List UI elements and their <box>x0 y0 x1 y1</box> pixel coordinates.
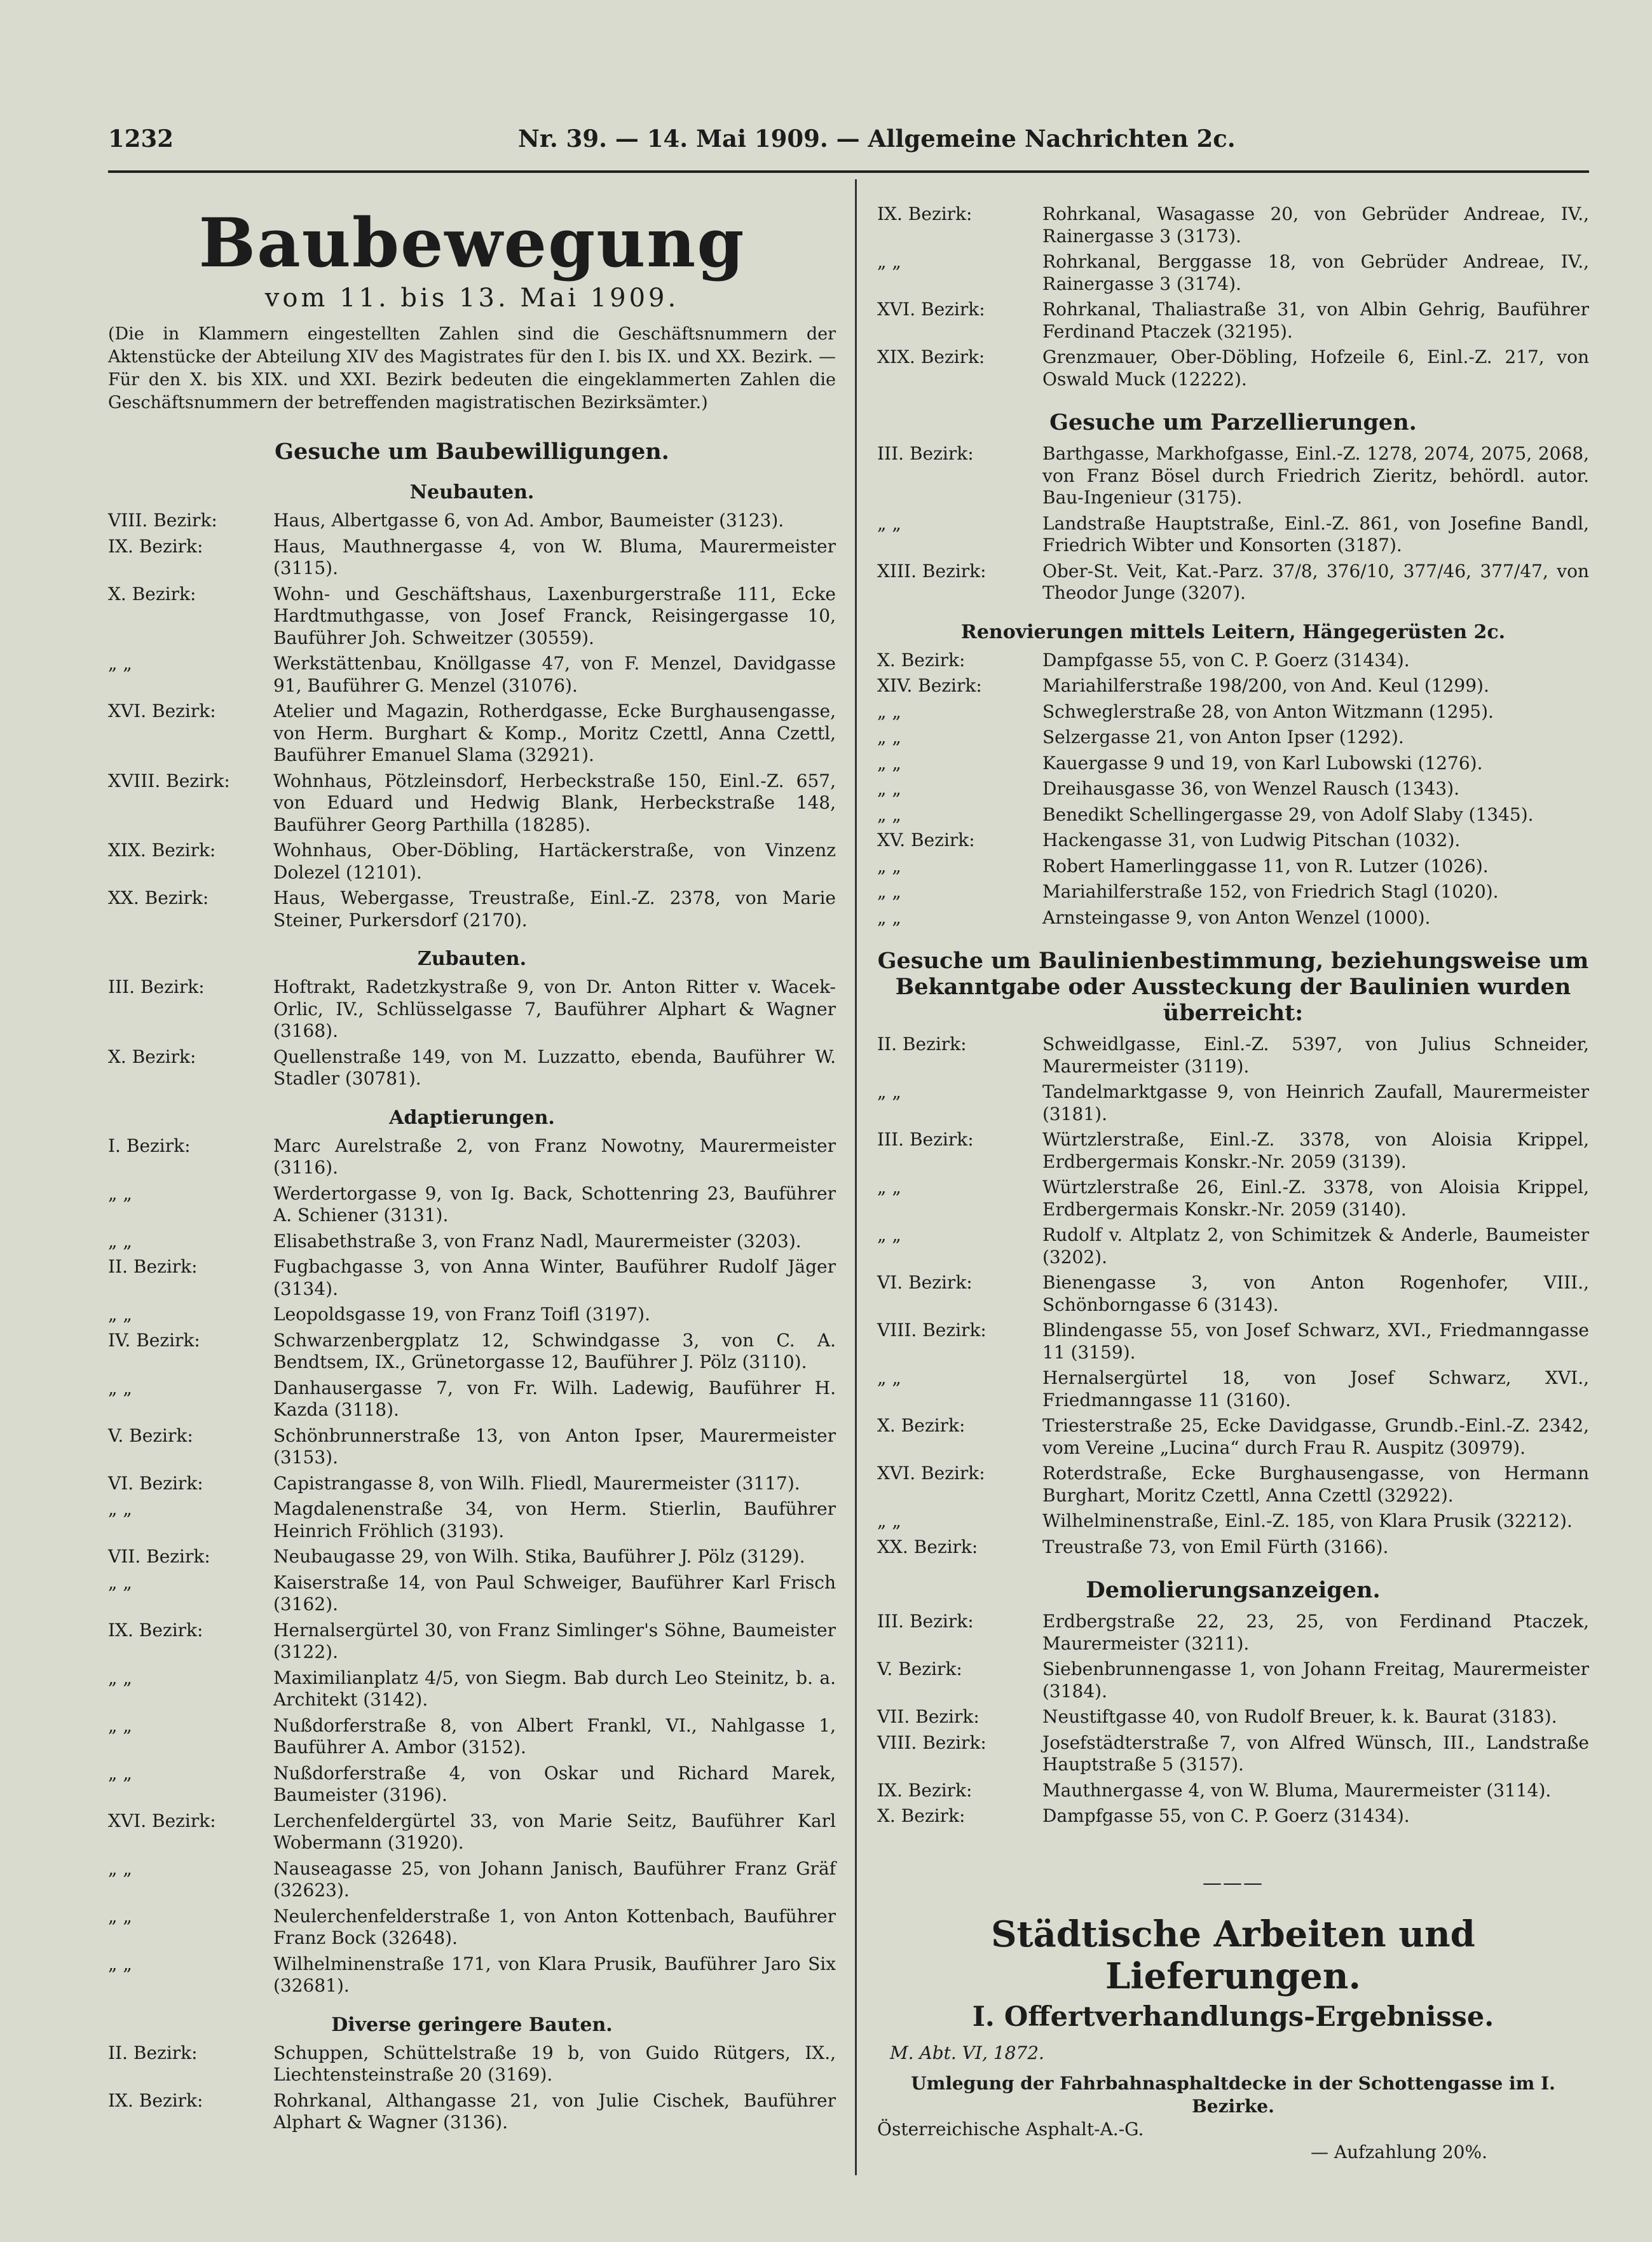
column-divider <box>855 179 857 2175</box>
list-item <box>108 887 836 931</box>
list-item <box>877 1510 1589 1533</box>
district-label: VIII. Bezirk: <box>877 1732 986 1753</box>
list-parzellierungen <box>877 443 1589 605</box>
entry-text: Nauseagasse 25, von Johann Janisch, Bauführer Franz Gräf (32623). <box>273 1857 836 1901</box>
list-item <box>877 778 1589 800</box>
list-item <box>877 1463 1589 1507</box>
offert-result: — Aufzahlung 20%. <box>1311 2141 1487 2163</box>
list-item <box>877 1081 1589 1125</box>
entry-text: Roterdstraße, Ecke Burghausengasse, von Hermann Burghart, Moritz Czettl, Anna Czettl (32922). <box>1042 1463 1589 1506</box>
list-item <box>108 1620 836 1664</box>
district-label: „ „ <box>108 1762 132 1784</box>
offert-subject: Umlegung der Fahrbahnasphaltdecke in der Schottengasse im I. Bezirke. <box>911 2072 1555 2117</box>
entry-text: Dreihausgasse 36, von Wenzel Rausch (1343). <box>1042 778 1460 799</box>
list-item <box>108 1330 836 1374</box>
district-label: VIII. Bezirk: <box>108 510 217 531</box>
entry-text: Rudolf v. Altplatz 2, von Schimitzek & Anderle, Baumeister (3202). <box>1042 1224 1589 1268</box>
district-label: „ „ <box>877 1510 901 1531</box>
page-header <box>108 125 1570 163</box>
heading-staedtische-arbeiten: Städtische Arbeiten und Lieferungen. <box>991 1913 1475 1997</box>
list-item <box>877 753 1589 775</box>
offert-reference: M. Abt. VI, 1872. <box>890 2042 1044 2063</box>
district-label: XIX. Bezirk: <box>108 840 216 861</box>
list-item <box>108 1858 836 1902</box>
list-item <box>877 443 1589 509</box>
heading-offertverhandlung: I. Offertverhandlungs-Ergebnisse. <box>972 2000 1494 2033</box>
entry-text: Nußdorferstraße 8, von Albert Frankl, VI., Nahlgasse 1, Bauführer A. Ambor (3152). <box>273 1714 836 1758</box>
district-label: „ „ <box>108 1498 132 1519</box>
district-label: IX. Bezirk: <box>877 203 973 224</box>
district-label: III. Bezirk: <box>877 1129 974 1150</box>
entry-text: Selzergasse 21, von Anton Ipser (1292). <box>1042 727 1404 748</box>
entry-text: Schönbrunnerstraße 13, von Anton Ipser, Maurermeister (3153). <box>273 1425 836 1468</box>
list-item <box>877 1224 1589 1268</box>
district-label: XVI. Bezirk: <box>108 1810 216 1831</box>
entry-text: Schuppen, Schüttelstraße 19 b, von Guido Rütgers, IX., Liechtensteinstraße 20 (3169). <box>273 2042 836 2085</box>
list-item <box>877 1129 1589 1173</box>
entry-text: Hackengasse 31, von Ludwig Pitschan (1032). <box>1042 830 1461 851</box>
header-rule <box>108 170 1589 173</box>
heading-renovierungen: Renovierungen mittels Leitern, Hängegerüsten 2c. <box>960 620 1506 643</box>
entry-text: Mauthnergasse 4, von W. Bluma, Maurermeister (3114). <box>1042 1779 1552 1801</box>
list-item <box>108 976 836 1042</box>
district-label: „ „ <box>108 1182 132 1204</box>
entry-text: Danhausergasse 7, von Fr. Wilh. Ladewig, Bauführer H. Kazda (3118). <box>273 1377 836 1420</box>
list-item <box>108 1231 836 1253</box>
entry-text: Wohn- und Geschäftshaus, Laxenburgerstraße 111, Ecke Hardtmuthgasse, von Josef Franck, Reisingergasse 10, Bauführer Joh. Schweitzer (30559). <box>273 583 836 648</box>
entry-text: Fugbachgasse 3, von Anna Winter, Bauführer Rudolf Jäger (3134). <box>273 1256 836 1299</box>
district-label: „ „ <box>877 881 901 902</box>
entry-text: Schweidlgasse, Einl.-Z. 5397, von Julius Schneider, Maurermeister (3119). <box>1042 1034 1589 1077</box>
list-item <box>877 203 1589 247</box>
district-label: „ „ <box>877 1367 901 1388</box>
entry-text: Wilhelminenstraße 171, von Klara Prusik, Bauführer Jaro Six (32681). <box>273 1953 836 1996</box>
entry-text: Kauergasse 9 und 19, von Karl Lubowski (1276). <box>1042 752 1483 774</box>
district-label: „ „ <box>108 1714 132 1736</box>
entry-text: Maximilianplatz 4/5, von Siegm. Bab durch Leo Steinitz, b. a. Architekt (3142). <box>273 1667 836 1710</box>
page-number: 1232 <box>108 125 174 153</box>
district-label: VII. Bezirk: <box>877 1706 980 1727</box>
entry-text: Haus, Mauthnergasse 4, von W. Bluma, Maurermeister (3115). <box>273 535 836 578</box>
list-item <box>877 881 1589 903</box>
list-item <box>108 1256 836 1300</box>
list-item <box>877 1706 1589 1728</box>
district-label: X. Bezirk: <box>877 649 966 671</box>
entry-text: Wilhelminenstraße, Einl.-Z. 185, von Klara Prusik (32212). <box>1042 1510 1573 1531</box>
right-column <box>877 203 1589 2164</box>
list-item <box>877 299 1589 343</box>
list-item <box>108 1377 836 1421</box>
district-label: XVI. Bezirk: <box>877 1463 985 1484</box>
entry-text: Neulerchenfelderstraße 1, von Anton Kottenbach, Bauführer Franz Bock (32648). <box>273 1905 836 1948</box>
list-item <box>877 1320 1589 1364</box>
district-label: X. Bezirk: <box>108 583 196 605</box>
list-item <box>108 1135 836 1179</box>
list-neubauten <box>108 510 836 931</box>
district-label: VIII. Bezirk: <box>877 1320 986 1341</box>
heading-adaptierungen: Adaptierungen. <box>389 1106 555 1129</box>
entry-text: Werkstättenbau, Knöllgasse 47, von F. Menzel, Davidgasse 91, Bauführer G. Menzel (31076). <box>273 653 836 696</box>
district-label: XX. Bezirk: <box>877 1536 978 1557</box>
list-item <box>877 727 1589 749</box>
district-label: IX. Bezirk: <box>877 1779 973 1801</box>
list-item <box>877 1658 1589 1702</box>
entry-text: Wohnhaus, Pötzleinsdorf, Herbeckstraße 150, Einl.-Z. 657, von Eduard und Hedwig Blank, Herbeckstraße 148, Bauführer Georg Parthilla (18285). <box>273 770 836 835</box>
district-label: VI. Bezirk: <box>108 1472 203 1494</box>
list-item <box>108 1183 836 1227</box>
list-item <box>108 536 836 580</box>
district-label: V. Bezirk: <box>108 1425 193 1446</box>
list-item <box>877 1805 1589 1828</box>
district-label: V. Bezirk: <box>877 1658 962 1679</box>
entry-text: Nußdorferstraße 4, von Oskar und Richard Marek, Baumeister (3196). <box>273 1762 836 1805</box>
list-item <box>877 1536 1589 1559</box>
district-label: VII. Bezirk: <box>108 1546 210 1567</box>
entry-text: Josefstädterstraße 7, von Alfred Wünsch, III., Landstraße Hauptstraße 5 (3157). <box>1042 1732 1589 1775</box>
district-label: IX. Bezirk: <box>108 535 203 557</box>
list-item <box>108 653 836 697</box>
list-item <box>108 701 836 767</box>
list-item <box>877 856 1589 878</box>
district-label: VI. Bezirk: <box>877 1272 973 1293</box>
entry-text: Elisabethstraße 3, von Franz Nadl, Maurermeister (3203). <box>273 1230 802 1252</box>
entry-text: Wohnhaus, Ober-Döbling, Hartäckerstraße, von Vinzenz Dolezel (12101). <box>273 840 836 883</box>
entry-text: Kaiserstraße 14, von Paul Schweiger, Bauführer Karl Frisch (3162). <box>273 1571 836 1615</box>
list-item <box>108 1763 836 1807</box>
district-label: XVI. Bezirk: <box>877 299 985 320</box>
entry-text: Rohrkanal, Thaliastraße 31, von Albin Gehrig, Bauführer Ferdinand Ptaczek (32195). <box>1042 299 1589 342</box>
district-label: „ „ <box>877 1081 901 1102</box>
entry-text: Blindengasse 55, von Josef Schwarz, XVI., Friedmanngasse 11 (3159). <box>1042 1320 1589 1363</box>
entry-text: Rohrkanal, Wasagasse 20, von Gebrüder Andreae, IV., Rainergasse 3 (3173). <box>1042 203 1589 247</box>
list-item <box>108 584 836 650</box>
list-item <box>877 1367 1589 1411</box>
entry-text: Barthgasse, Markhofgasse, Einl.-Z. 1278, 2074, 2075, 2068, von Franz Bösel durch Friedrich Zieritz, behördl. autor. Bau-Ingenieur (3175). <box>1042 443 1589 508</box>
entry-text: Lerchenfeldergürtel 33, von Marie Seitz, Bauführer Karl Wobermann (31920). <box>273 1810 836 1853</box>
district-label: X. Bezirk: <box>877 1805 966 1826</box>
list-item <box>108 2090 836 2134</box>
district-label: II. Bezirk: <box>108 1256 198 1277</box>
section-separator: ——— <box>1203 1871 1264 1894</box>
heading-neubauten: Neubauten. <box>409 481 535 503</box>
entry-text: Grenzmauer, Ober-Döbling, Hofzeile 6, Einl.-Z. 217, von Oswald Muck (12222). <box>1042 346 1589 390</box>
district-label: „ „ <box>108 1571 132 1593</box>
entry-text: Schwarzenbergplatz 12, Schwindgasse 3, von C. A. Bendtsem, IX., Grünetorgasse 12, Bauführer J. Pölz (3110). <box>273 1329 836 1372</box>
entry-text: Erdbergstraße 22, 23, 25, von Ferdinand Ptaczek, Maurermeister (3211). <box>1042 1611 1589 1654</box>
district-label: II. Bezirk: <box>108 2042 198 2063</box>
section-title: Baubewegung <box>198 203 746 282</box>
list-item <box>877 251 1589 295</box>
list-item <box>877 1177 1589 1220</box>
entry-text: Würtzlerstraße, Einl.-Z. 3378, von Aloisia Krippel, Erdbergermais Konskr.-Nr. 2059 (3139). <box>1042 1129 1589 1172</box>
list-item <box>108 840 836 884</box>
district-label: II. Bezirk: <box>877 1034 967 1055</box>
list-item <box>877 561 1589 605</box>
entry-text: Dampfgasse 55, von C. P. Goerz (31434). <box>1042 1805 1410 1826</box>
entry-text: Würtzlerstraße 26, Einl.-Z. 3378, von Aloisia Krippel, Erdbergermais Konskr.-Nr. 2059 (3140). <box>1042 1177 1589 1220</box>
entry-text: Bienengasse 3, von Anton Rogenhofer, VIII., Schönborngasse 6 (3143). <box>1042 1272 1589 1315</box>
list-item <box>877 1780 1589 1802</box>
entry-text: Rohrkanal, Berggasse 18, von Gebrüder Andreae, IV., Rainergasse 3 (3174). <box>1042 251 1589 294</box>
list-item <box>108 1473 836 1495</box>
entry-text: Haus, Webergasse, Treustraße, Einl.-Z. 2378, von Marie Steiner, Purkersdorf (2170). <box>273 887 836 931</box>
entry-text: Benedikt Schellingergasse 29, von Adolf Slaby (1345). <box>1042 803 1534 825</box>
district-label: III. Bezirk: <box>877 443 974 464</box>
list-renovierungen <box>877 650 1589 929</box>
entry-text: Hernalsergürtel 18, von Josef Schwarz, XVI., Friedmanngasse 11 (3160). <box>1042 1367 1589 1411</box>
list-zubauten <box>108 976 836 1090</box>
district-label: „ „ <box>877 512 901 534</box>
district-label: „ „ <box>108 653 132 674</box>
district-label: III. Bezirk: <box>108 976 205 997</box>
list-item <box>877 1272 1589 1316</box>
district-label: „ „ <box>108 1953 132 1974</box>
list-item <box>877 650 1589 672</box>
list-diverse-continued <box>877 203 1589 390</box>
entry-text: Schweglerstraße 28, von Anton Witzmann (1295). <box>1042 701 1494 722</box>
entry-text: Magdalenenstraße 34, von Herm. Stierlin, Bauführer Heinrich Fröhlich (3193). <box>273 1498 836 1541</box>
date-range: vom 11. bis 13. Mai 1909. <box>264 284 679 313</box>
district-label: „ „ <box>108 1230 132 1252</box>
district-label: XX. Bezirk: <box>108 887 209 908</box>
list-item <box>877 804 1589 826</box>
list-item <box>877 1611 1589 1655</box>
district-label: XIII. Bezirk: <box>877 560 986 582</box>
district-label: XIX. Bezirk: <box>877 346 985 367</box>
list-item <box>108 1498 836 1542</box>
list-item <box>108 1572 836 1616</box>
district-label: „ „ <box>108 1304 132 1325</box>
list-item <box>877 1034 1589 1077</box>
heading-baubewilligungen: Gesuche um Baubewilligungen. <box>275 439 669 465</box>
list-demolierung <box>877 1611 1589 1828</box>
list-item <box>108 1304 836 1326</box>
entry-text: Ober-St. Veit, Kat.-Parz. 37/8, 376/10, 377/46, 377/47, von Theodor Junge (3207). <box>1042 560 1589 603</box>
intro-note: (Die in Klammern eingestellten Zahlen sind die Geschäftsnummern der Aktenstücke der Abteilung XIV des Magistrates für den I. bis IX. und XX. Bezirk. — Für den X. bis XIX. und XXI. Bezirk bedeuten die eingeklammerten Zahlen die Geschäftsnummern der betreffenden magistratischen Bezirksämter.) <box>108 324 836 413</box>
district-label: X. Bezirk: <box>877 1415 966 1436</box>
district-label: III. Bezirk: <box>877 1611 974 1632</box>
district-label: „ „ <box>877 855 901 877</box>
entry-text: Arnsteingasse 9, von Anton Wenzel (1000). <box>1042 906 1431 928</box>
district-label: „ „ <box>877 906 901 928</box>
entry-text: Tandelmarktgasse 9, von Heinrich Zaufall, Maurermeister (3181). <box>1042 1081 1589 1124</box>
heading-demolierung: Demolierungsanzeigen. <box>1086 1577 1381 1603</box>
list-item <box>108 1953 836 1997</box>
list-item <box>877 1415 1589 1459</box>
list-item <box>108 510 836 532</box>
entry-text: Werdertorgasse 9, von Ig. Back, Schottenring 23, Bauführer A. Schiener (3131). <box>273 1182 836 1226</box>
list-item <box>108 1546 836 1568</box>
list-baulinien <box>877 1034 1589 1558</box>
list-item <box>108 1046 836 1090</box>
heading-zubauten: Zubauten. <box>417 948 527 970</box>
left-column <box>108 191 836 2138</box>
list-item <box>877 675 1589 697</box>
entry-text: Hernalsergürtel 30, von Franz Simlinger's Söhne, Baumeister (3122). <box>273 1619 836 1662</box>
entry-text: Treustraße 73, von Emil Fürth (3166). <box>1042 1536 1389 1557</box>
heading-parzellierungen: Gesuche um Parzellierungen. <box>1049 409 1417 435</box>
entry-text: Landstraße Hauptstraße, Einl.-Z. 861, von Josefine Bandl, Friedrich Wibter und Konsorten (3187). <box>1042 512 1589 556</box>
entry-text: Neubaugasse 29, von Wilh. Stika, Bauführer J. Pölz (3129). <box>273 1546 805 1567</box>
list-item <box>877 907 1589 929</box>
list-item <box>877 346 1589 390</box>
entry-text: Leopoldsgasse 19, von Franz Toifl (3197). <box>273 1304 651 1325</box>
list-diverse <box>108 2042 836 2134</box>
district-label: „ „ <box>877 251 901 272</box>
heading-diverse: Diverse geringere Bauten. <box>331 2013 613 2036</box>
district-label: „ „ <box>108 1377 132 1398</box>
entry-text: Haus, Albertgasse 6, von Ad. Ambor, Baumeister (3123). <box>273 510 784 531</box>
entry-text: Dampfgasse 55, von C. P. Goerz (31434). <box>1042 649 1410 671</box>
district-label: I. Bezirk: <box>108 1135 191 1156</box>
district-label: „ „ <box>877 1177 901 1198</box>
list-item <box>108 1715 836 1759</box>
list-item <box>108 1667 836 1711</box>
district-label: „ „ <box>108 1905 132 1927</box>
district-label: IX. Bezirk: <box>108 2089 203 2111</box>
running-title: Nr. 39. — 14. Mai 1909. — Allgemeine Nachrichten 2c. <box>518 125 1236 153</box>
entry-text: Neustiftgasse 40, von Rudolf Breuer, k. k. Baurat (3183). <box>1042 1706 1557 1727</box>
district-label: X. Bezirk: <box>108 1046 196 1067</box>
entry-text: Rohrkanal, Althangasse 21, von Julie Cischek, Bauführer Alphart & Wagner (3136). <box>273 2089 836 2133</box>
district-label: XIV. Bezirk: <box>877 675 982 696</box>
district-label: „ „ <box>877 752 901 774</box>
entry-text: Triesterstraße 25, Ecke Davidgasse, Grundb.-Einl.-Z. 2342, vom Vereine „Lucina“ durch Frau R. Auspitz (30979). <box>1042 1415 1589 1458</box>
entry-text: Mariahilferstraße 198/200, von And. Keul (1299). <box>1042 675 1489 696</box>
entry-text: Mariahilferstraße 152, von Friedrich Stagl (1020). <box>1042 881 1499 902</box>
district-label: IX. Bezirk: <box>108 1619 203 1641</box>
district-label: XVIII. Bezirk: <box>108 770 230 791</box>
district-label: „ „ <box>877 778 901 799</box>
list-item <box>108 1810 836 1854</box>
entry-text: Quellenstraße 149, von M. Luzzatto, ebenda, Bauführer W. Stadler (30781). <box>273 1046 836 1089</box>
entry-text: Siebenbrunnengasse 1, von Johann Freitag, Maurermeister (3184). <box>1042 1658 1589 1702</box>
list-item <box>108 2042 836 2086</box>
district-label: XV. Bezirk: <box>877 830 975 851</box>
list-adaptierungen <box>108 1135 836 1997</box>
district-label: „ „ <box>877 1224 901 1245</box>
list-item <box>108 1906 836 1950</box>
entry-text: Marc Aurelstraße 2, von Franz Nowotny, Maurermeister (3116). <box>273 1135 836 1178</box>
list-item <box>877 513 1589 557</box>
list-item <box>877 830 1589 852</box>
district-label: „ „ <box>877 701 901 722</box>
district-label: „ „ <box>877 727 901 748</box>
list-item <box>877 1732 1589 1776</box>
district-label: IV. Bezirk: <box>108 1329 200 1351</box>
entry-text: Robert Hamerlinggasse 11, von R. Lutzer (1026). <box>1042 855 1489 877</box>
list-item <box>108 770 836 837</box>
heading-baulinien: Gesuche um Baulinienbestimmung, beziehungsweise um Bekanntgabe oder Aussteckung der Baulinien wurden überreicht: <box>877 948 1589 1026</box>
offert-firm: Österreichische Asphalt-A.-G. <box>877 2118 1144 2140</box>
district-label: „ „ <box>108 1667 132 1688</box>
district-label: „ „ <box>877 803 901 825</box>
entry-text: Capistrangasse 8, von Wilh. Fliedl, Maurermeister (3117). <box>273 1472 800 1494</box>
list-item <box>108 1425 836 1469</box>
list-item <box>877 701 1589 723</box>
district-label: „ „ <box>108 1857 132 1879</box>
entry-text: Hoftrakt, Radetzkystraße 9, von Dr. Anton Ritter v. Wacek-Orlic, IV., Schlüsselgasse 7, Bauführer Alphart & Wagner (3168). <box>273 976 836 1041</box>
entry-text: Atelier und Magazin, Rotherdgasse, Ecke Burghausengasse, von Herm. Burghart & Komp., Moritz Czettl, Anna Czettl, Bauführer Emanuel Slama (32921). <box>273 701 836 765</box>
district-label: XVI. Bezirk: <box>108 701 216 721</box>
